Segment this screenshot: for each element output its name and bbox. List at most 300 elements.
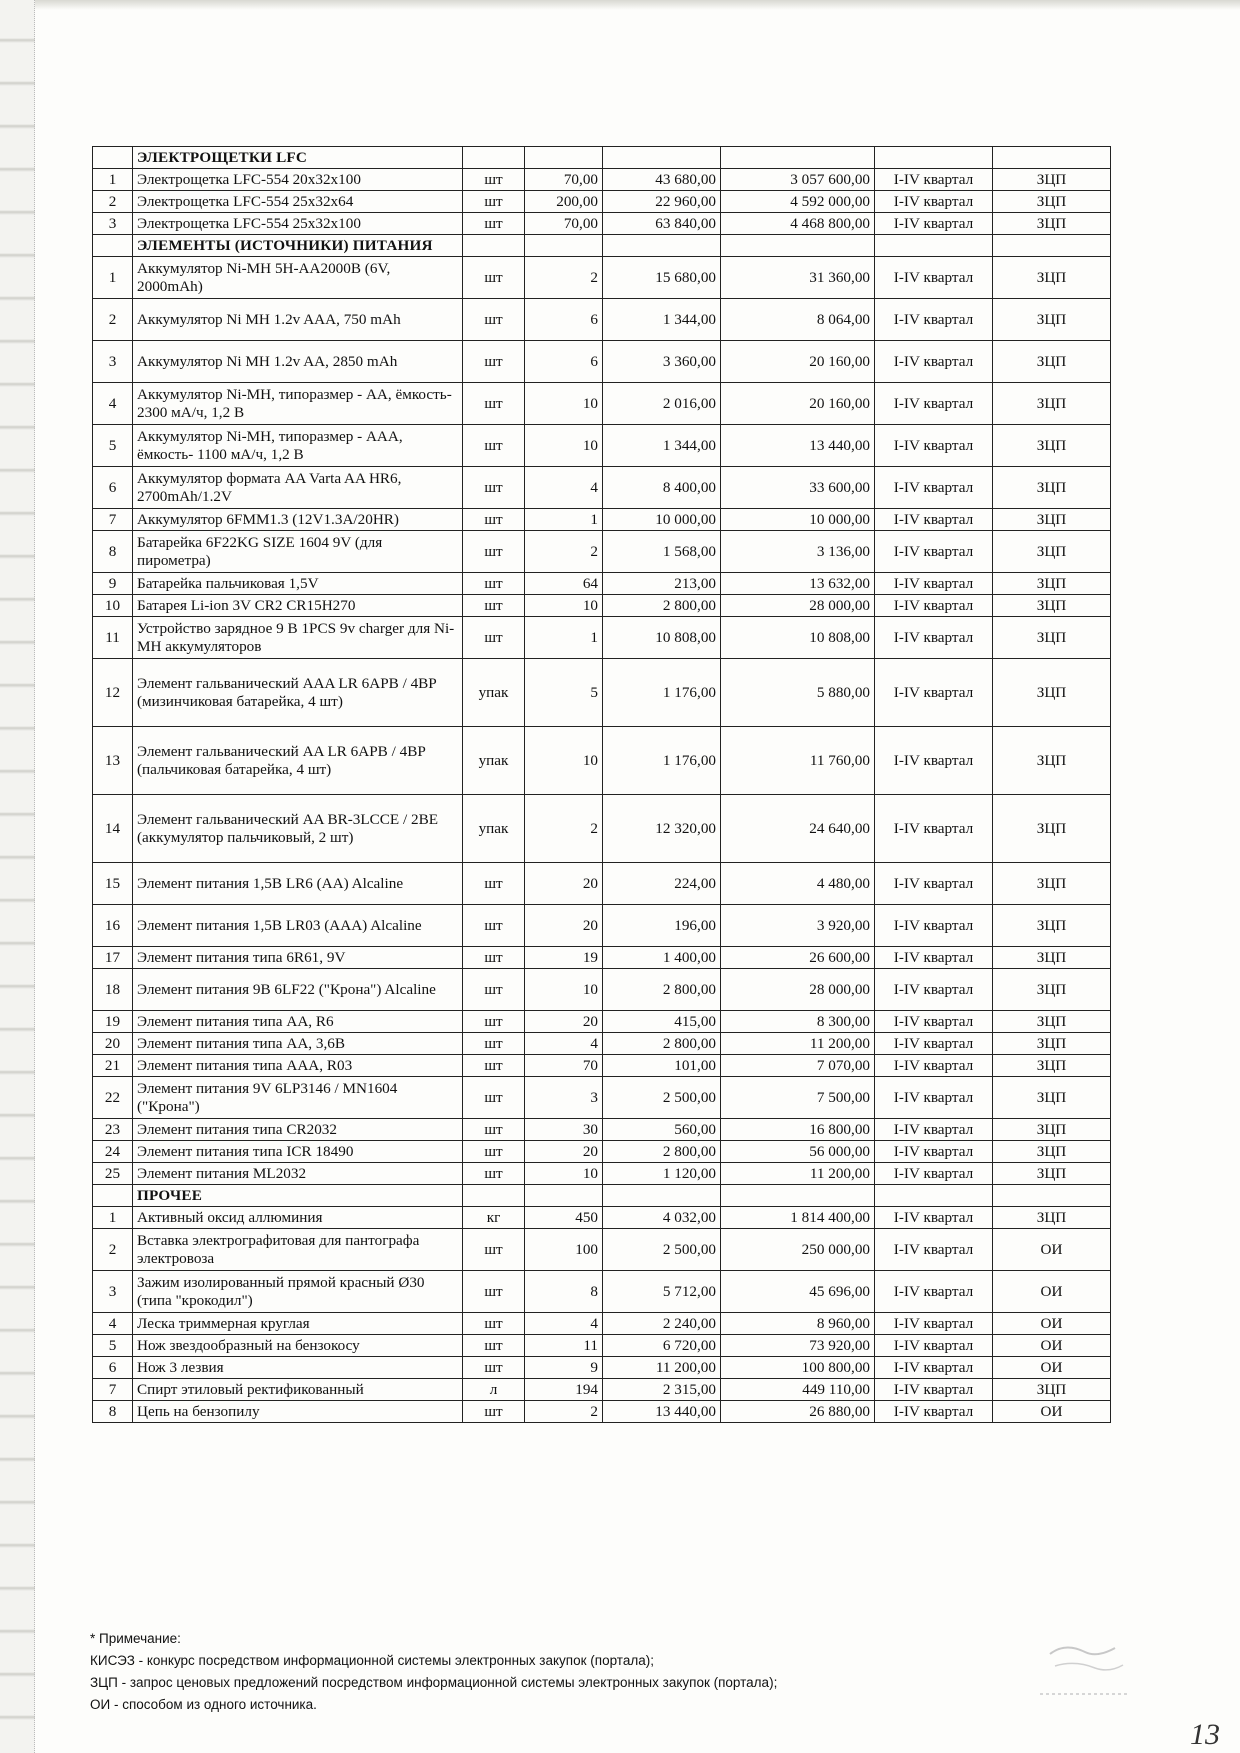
section-empty-cell bbox=[721, 1185, 875, 1207]
table-row bbox=[93, 659, 1111, 727]
quantity: 450 bbox=[525, 1207, 603, 1229]
procurement-method: ЗЦП bbox=[993, 863, 1111, 905]
footnote-line-oi: ОИ - способом из одного источника. bbox=[90, 1697, 317, 1712]
item-name: Спирт этиловый ректификованный bbox=[133, 1379, 463, 1401]
row-number: 3 bbox=[93, 1271, 133, 1313]
delivery-period: I-IV квартал bbox=[875, 1033, 993, 1055]
delivery-period: I-IV квартал bbox=[875, 595, 993, 617]
quantity: 10 bbox=[525, 1163, 603, 1185]
footnote-line-kisez: КИСЭЗ - конкурс посредством информационной системы электронных закупок (портала); bbox=[90, 1653, 654, 1668]
procurement-method: ЗЦП bbox=[993, 467, 1111, 509]
delivery-period: I-IV квартал bbox=[875, 1271, 993, 1313]
section-empty-cell bbox=[993, 1185, 1111, 1207]
unit: шт bbox=[463, 863, 525, 905]
unit: шт bbox=[463, 425, 525, 467]
delivery-period: I-IV квартал bbox=[875, 863, 993, 905]
procurement-method: ЗЦП bbox=[993, 659, 1111, 727]
unit-price: 2 240,00 bbox=[603, 1313, 721, 1335]
delivery-period: I-IV квартал bbox=[875, 1401, 993, 1423]
item-name: Батарея Li-ion 3V CR2 CR15H270 bbox=[133, 595, 463, 617]
unit-price: 43 680,00 bbox=[603, 169, 721, 191]
quantity: 70 bbox=[525, 1055, 603, 1077]
procurement-method: ОИ bbox=[993, 1335, 1111, 1357]
table-row bbox=[93, 573, 1111, 595]
unit-price: 2 500,00 bbox=[603, 1077, 721, 1119]
item-name: Элемент питания типа AA, 3,6В bbox=[133, 1033, 463, 1055]
procurement-method: ЗЦП bbox=[993, 617, 1111, 659]
total-sum: 20 160,00 bbox=[721, 383, 875, 425]
item-name: Электрощетка LFC-554 25x32x100 bbox=[133, 213, 463, 235]
table-row bbox=[93, 467, 1111, 509]
section-empty-cell bbox=[603, 147, 721, 169]
row-number: 11 bbox=[93, 617, 133, 659]
delivery-period: I-IV квартал bbox=[875, 617, 993, 659]
quantity: 4 bbox=[525, 467, 603, 509]
unit-price: 2 800,00 bbox=[603, 1141, 721, 1163]
quantity: 4 bbox=[525, 1313, 603, 1335]
table-row bbox=[93, 425, 1111, 467]
table-row bbox=[93, 947, 1111, 969]
quantity: 10 bbox=[525, 595, 603, 617]
procurement-method: ЗЦП bbox=[993, 595, 1111, 617]
procurement-method: ЗЦП bbox=[993, 213, 1111, 235]
unit-price: 12 320,00 bbox=[603, 795, 721, 863]
total-sum: 16 800,00 bbox=[721, 1119, 875, 1141]
row-number: 25 bbox=[93, 1163, 133, 1185]
unit: шт bbox=[463, 1077, 525, 1119]
total-sum: 28 000,00 bbox=[721, 595, 875, 617]
unit: шт bbox=[463, 1229, 525, 1271]
section-title: ПРОЧЕЕ bbox=[133, 1185, 463, 1207]
delivery-period: I-IV квартал bbox=[875, 341, 993, 383]
table-row bbox=[93, 531, 1111, 573]
delivery-period: I-IV квартал bbox=[875, 1229, 993, 1271]
section-empty-cell bbox=[463, 235, 525, 257]
unit-price: 13 440,00 bbox=[603, 1401, 721, 1423]
procurement-method: ЗЦП bbox=[993, 905, 1111, 947]
section-number-cell bbox=[93, 147, 133, 169]
delivery-period: I-IV квартал bbox=[875, 299, 993, 341]
table-row bbox=[93, 727, 1111, 795]
item-name: Зажим изолированный прямой красный Ø30 (типа "крокодил") bbox=[133, 1271, 463, 1313]
quantity: 2 bbox=[525, 531, 603, 573]
table-row bbox=[93, 169, 1111, 191]
item-name: Нож 3 лезвия bbox=[133, 1357, 463, 1379]
procurement-method: ЗЦП bbox=[993, 509, 1111, 531]
quantity: 20 bbox=[525, 1141, 603, 1163]
item-name: Батарейка пальчиковая 1,5V bbox=[133, 573, 463, 595]
unit-price: 10 808,00 bbox=[603, 617, 721, 659]
quantity: 30 bbox=[525, 1119, 603, 1141]
unit-price: 11 200,00 bbox=[603, 1357, 721, 1379]
procurement-table bbox=[92, 146, 1111, 1423]
row-number: 2 bbox=[93, 1229, 133, 1271]
faint-stamp bbox=[1030, 1636, 1140, 1706]
quantity: 20 bbox=[525, 905, 603, 947]
total-sum: 8 300,00 bbox=[721, 1011, 875, 1033]
table-row bbox=[93, 341, 1111, 383]
unit: шт bbox=[463, 1313, 525, 1335]
table-row bbox=[93, 191, 1111, 213]
total-sum: 20 160,00 bbox=[721, 341, 875, 383]
item-name: Нож звездообразный на бензокосу bbox=[133, 1335, 463, 1357]
delivery-period: I-IV квартал bbox=[875, 947, 993, 969]
procurement-method: ЗЦП bbox=[993, 1119, 1111, 1141]
unit-price: 2 016,00 bbox=[603, 383, 721, 425]
unit-price: 63 840,00 bbox=[603, 213, 721, 235]
total-sum: 10 000,00 bbox=[721, 509, 875, 531]
section-title: ЭЛЕКТРОЩЕТКИ LFC bbox=[133, 147, 463, 169]
unit: упак bbox=[463, 795, 525, 863]
procurement-method: ЗЦП bbox=[993, 947, 1111, 969]
procurement-method: ОИ bbox=[993, 1313, 1111, 1335]
quantity: 200,00 bbox=[525, 191, 603, 213]
delivery-period: I-IV квартал bbox=[875, 169, 993, 191]
unit: шт bbox=[463, 1401, 525, 1423]
row-number: 6 bbox=[93, 467, 133, 509]
unit-price: 1 120,00 bbox=[603, 1163, 721, 1185]
delivery-period: I-IV квартал bbox=[875, 257, 993, 299]
total-sum: 13 632,00 bbox=[721, 573, 875, 595]
row-number: 5 bbox=[93, 1335, 133, 1357]
item-name: Элемент питания типа ICR 18490 bbox=[133, 1141, 463, 1163]
item-name: Элемент питания типа 6R61, 9V bbox=[133, 947, 463, 969]
total-sum: 28 000,00 bbox=[721, 969, 875, 1011]
item-name: Аккумулятор Ni MH 1.2v AA, 2850 mAh bbox=[133, 341, 463, 383]
row-number: 2 bbox=[93, 191, 133, 213]
delivery-period: I-IV квартал bbox=[875, 531, 993, 573]
total-sum: 33 600,00 bbox=[721, 467, 875, 509]
table-row bbox=[93, 509, 1111, 531]
procurement-method: ЗЦП bbox=[993, 1379, 1111, 1401]
total-sum: 8 064,00 bbox=[721, 299, 875, 341]
quantity: 70,00 bbox=[525, 213, 603, 235]
quantity: 6 bbox=[525, 341, 603, 383]
table-row bbox=[93, 1313, 1111, 1335]
unit-price: 2 800,00 bbox=[603, 595, 721, 617]
section-header-row bbox=[93, 1185, 1111, 1207]
procurement-method: ЗЦП bbox=[993, 169, 1111, 191]
quantity: 3 bbox=[525, 1077, 603, 1119]
scan-top-edge bbox=[0, 0, 1240, 10]
item-name: Элемент гальванический AA LR 6APB / 4BP (пальчиковая батарейка, 4 шт) bbox=[133, 727, 463, 795]
item-name: Электрощетка LFC-554 25x32x64 bbox=[133, 191, 463, 213]
unit-price: 196,00 bbox=[603, 905, 721, 947]
item-name: Элемент питания ML2032 bbox=[133, 1163, 463, 1185]
row-number: 13 bbox=[93, 727, 133, 795]
total-sum: 250 000,00 bbox=[721, 1229, 875, 1271]
delivery-period: I-IV квартал bbox=[875, 1077, 993, 1119]
row-number: 4 bbox=[93, 1313, 133, 1335]
quantity: 11 bbox=[525, 1335, 603, 1357]
unit: шт bbox=[463, 1335, 525, 1357]
total-sum: 73 920,00 bbox=[721, 1335, 875, 1357]
procurement-method: ЗЦП bbox=[993, 191, 1111, 213]
table-row bbox=[93, 1141, 1111, 1163]
section-empty-cell bbox=[993, 147, 1111, 169]
row-number: 7 bbox=[93, 1379, 133, 1401]
row-number: 20 bbox=[93, 1033, 133, 1055]
row-number: 5 bbox=[93, 425, 133, 467]
quantity: 19 bbox=[525, 947, 603, 969]
unit: шт bbox=[463, 383, 525, 425]
spiral-binding bbox=[0, 0, 35, 1753]
delivery-period: I-IV квартал bbox=[875, 509, 993, 531]
row-number: 21 bbox=[93, 1055, 133, 1077]
procurement-method: ЗЦП bbox=[993, 257, 1111, 299]
table-row bbox=[93, 1335, 1111, 1357]
unit: шт bbox=[463, 299, 525, 341]
item-name: Элемент питания типа AAA, R03 bbox=[133, 1055, 463, 1077]
total-sum: 3 136,00 bbox=[721, 531, 875, 573]
delivery-period: I-IV квартал bbox=[875, 1207, 993, 1229]
table-row bbox=[93, 257, 1111, 299]
section-empty-cell bbox=[721, 235, 875, 257]
delivery-period: I-IV квартал bbox=[875, 727, 993, 795]
table-row bbox=[93, 863, 1111, 905]
unit: шт bbox=[463, 213, 525, 235]
table-row bbox=[93, 795, 1111, 863]
row-number: 19 bbox=[93, 1011, 133, 1033]
item-name: Аккумулятор формата AA Varta AA HR6, 2700mAh/1.2V bbox=[133, 467, 463, 509]
delivery-period: I-IV квартал bbox=[875, 1335, 993, 1357]
total-sum: 10 808,00 bbox=[721, 617, 875, 659]
table-row bbox=[93, 213, 1111, 235]
unit-price: 3 360,00 bbox=[603, 341, 721, 383]
row-number: 24 bbox=[93, 1141, 133, 1163]
section-empty-cell bbox=[463, 147, 525, 169]
row-number: 3 bbox=[93, 213, 133, 235]
section-empty-cell bbox=[525, 1185, 603, 1207]
section-empty-cell bbox=[603, 235, 721, 257]
section-empty-cell bbox=[463, 1185, 525, 1207]
unit: шт bbox=[463, 257, 525, 299]
total-sum: 3 920,00 bbox=[721, 905, 875, 947]
row-number: 4 bbox=[93, 383, 133, 425]
unit-price: 560,00 bbox=[603, 1119, 721, 1141]
unit-price: 1 344,00 bbox=[603, 425, 721, 467]
section-title: ЭЛЕМЕНТЫ (ИСТОЧНИКИ) ПИТАНИЯ bbox=[133, 235, 463, 257]
procurement-method: ЗЦП bbox=[993, 727, 1111, 795]
unit: л bbox=[463, 1379, 525, 1401]
quantity: 64 bbox=[525, 573, 603, 595]
section-header-row bbox=[93, 235, 1111, 257]
procurement-method: ЗЦП bbox=[993, 795, 1111, 863]
procurement-method: ЗЦП bbox=[993, 573, 1111, 595]
section-empty-cell bbox=[525, 235, 603, 257]
procurement-method: ЗЦП bbox=[993, 383, 1111, 425]
table-row bbox=[93, 1379, 1111, 1401]
delivery-period: I-IV квартал bbox=[875, 1011, 993, 1033]
footnote bbox=[90, 1628, 777, 1716]
table-row bbox=[93, 595, 1111, 617]
unit: шт bbox=[463, 169, 525, 191]
total-sum: 11 760,00 bbox=[721, 727, 875, 795]
table-row bbox=[93, 383, 1111, 425]
quantity: 70,00 bbox=[525, 169, 603, 191]
delivery-period: I-IV квартал bbox=[875, 573, 993, 595]
unit-price: 224,00 bbox=[603, 863, 721, 905]
delivery-period: I-IV квартал bbox=[875, 1357, 993, 1379]
unit: шт bbox=[463, 1033, 525, 1055]
row-number: 22 bbox=[93, 1077, 133, 1119]
section-empty-cell bbox=[875, 235, 993, 257]
quantity: 8 bbox=[525, 1271, 603, 1313]
table-row bbox=[93, 299, 1111, 341]
item-name: Цепь на бензопилу bbox=[133, 1401, 463, 1423]
total-sum: 8 960,00 bbox=[721, 1313, 875, 1335]
section-empty-cell bbox=[993, 235, 1111, 257]
total-sum: 13 440,00 bbox=[721, 425, 875, 467]
section-empty-cell bbox=[875, 1185, 993, 1207]
total-sum: 7 070,00 bbox=[721, 1055, 875, 1077]
delivery-period: I-IV квартал bbox=[875, 1379, 993, 1401]
unit: шт bbox=[463, 617, 525, 659]
delivery-period: I-IV квартал bbox=[875, 1163, 993, 1185]
delivery-period: I-IV квартал bbox=[875, 383, 993, 425]
item-name: Устройство зарядное 9 В 1PCS 9v charger для Ni-MH аккумуляторов bbox=[133, 617, 463, 659]
procurement-method: ОИ bbox=[993, 1229, 1111, 1271]
procurement-method: ЗЦП bbox=[993, 1033, 1111, 1055]
delivery-period: I-IV квартал bbox=[875, 213, 993, 235]
section-empty-cell bbox=[603, 1185, 721, 1207]
unit-price: 1 176,00 bbox=[603, 659, 721, 727]
unit: шт bbox=[463, 969, 525, 1011]
quantity: 10 bbox=[525, 727, 603, 795]
row-number: 18 bbox=[93, 969, 133, 1011]
procurement-method: ЗЦП bbox=[993, 1055, 1111, 1077]
row-number: 15 bbox=[93, 863, 133, 905]
item-name: Аккумулятор Ni-MH, типоразмер - AAA, ёмкость- 1100 мА/ч, 1,2 В bbox=[133, 425, 463, 467]
total-sum: 45 696,00 bbox=[721, 1271, 875, 1313]
procurement-method: ОИ bbox=[993, 1357, 1111, 1379]
unit-price: 2 315,00 bbox=[603, 1379, 721, 1401]
total-sum: 24 640,00 bbox=[721, 795, 875, 863]
unit: шт bbox=[463, 341, 525, 383]
row-number: 8 bbox=[93, 1401, 133, 1423]
row-number: 1 bbox=[93, 169, 133, 191]
delivery-period: I-IV квартал bbox=[875, 1141, 993, 1163]
quantity: 4 bbox=[525, 1033, 603, 1055]
section-header-row bbox=[93, 147, 1111, 169]
item-name: Элемент питания 1,5В LR6 (AA) Alcaline bbox=[133, 863, 463, 905]
unit-price: 1 400,00 bbox=[603, 947, 721, 969]
table-row bbox=[93, 1271, 1111, 1313]
unit: шт bbox=[463, 191, 525, 213]
table-row bbox=[93, 905, 1111, 947]
unit: шт bbox=[463, 1357, 525, 1379]
unit: шт bbox=[463, 573, 525, 595]
unit-price: 1 176,00 bbox=[603, 727, 721, 795]
procurement-method: ОИ bbox=[993, 1271, 1111, 1313]
unit: шт bbox=[463, 1271, 525, 1313]
total-sum: 26 600,00 bbox=[721, 947, 875, 969]
unit-price: 4 032,00 bbox=[603, 1207, 721, 1229]
unit: шт bbox=[463, 467, 525, 509]
total-sum: 31 360,00 bbox=[721, 257, 875, 299]
unit: кг bbox=[463, 1207, 525, 1229]
unit-price: 8 400,00 bbox=[603, 467, 721, 509]
table-row bbox=[93, 1163, 1111, 1185]
table-row bbox=[93, 1077, 1111, 1119]
unit: шт bbox=[463, 1119, 525, 1141]
total-sum: 26 880,00 bbox=[721, 1401, 875, 1423]
section-number-cell bbox=[93, 1185, 133, 1207]
row-number: 9 bbox=[93, 573, 133, 595]
delivery-period: I-IV квартал bbox=[875, 1119, 993, 1141]
unit-price: 10 000,00 bbox=[603, 509, 721, 531]
quantity: 100 bbox=[525, 1229, 603, 1271]
unit: упак bbox=[463, 659, 525, 727]
footnote-title: * Примечание: bbox=[90, 1631, 181, 1646]
delivery-period: I-IV квартал bbox=[875, 1055, 993, 1077]
row-number: 8 bbox=[93, 531, 133, 573]
total-sum: 5 880,00 bbox=[721, 659, 875, 727]
total-sum: 56 000,00 bbox=[721, 1141, 875, 1163]
item-name: Элемент питания 1,5В LR03 (AAA) Alcaline bbox=[133, 905, 463, 947]
delivery-period: I-IV квартал bbox=[875, 659, 993, 727]
page-number: 13 bbox=[1190, 1718, 1220, 1751]
quantity: 20 bbox=[525, 1011, 603, 1033]
delivery-period: I-IV квартал bbox=[875, 795, 993, 863]
quantity: 20 bbox=[525, 863, 603, 905]
table-row bbox=[93, 1357, 1111, 1379]
delivery-period: I-IV квартал bbox=[875, 467, 993, 509]
table-body bbox=[93, 147, 1111, 1423]
section-empty-cell bbox=[875, 147, 993, 169]
quantity: 10 bbox=[525, 383, 603, 425]
unit: шт bbox=[463, 1055, 525, 1077]
table-row bbox=[93, 1055, 1111, 1077]
delivery-period: I-IV квартал bbox=[875, 1313, 993, 1335]
unit-price: 1 568,00 bbox=[603, 531, 721, 573]
unit-price: 6 720,00 bbox=[603, 1335, 721, 1357]
unit-price: 15 680,00 bbox=[603, 257, 721, 299]
item-name: Батарейка 6F22KG SIZE 1604 9V (для пирометра) bbox=[133, 531, 463, 573]
unit: шт bbox=[463, 595, 525, 617]
row-number: 2 bbox=[93, 299, 133, 341]
unit: упак bbox=[463, 727, 525, 795]
total-sum: 1 814 400,00 bbox=[721, 1207, 875, 1229]
item-name: Аккумулятор Ni MH 1.2v AAA, 750 mAh bbox=[133, 299, 463, 341]
unit: шт bbox=[463, 1141, 525, 1163]
quantity: 2 bbox=[525, 1401, 603, 1423]
row-number: 17 bbox=[93, 947, 133, 969]
item-name: Элемент питания типа AA, R6 bbox=[133, 1011, 463, 1033]
quantity: 5 bbox=[525, 659, 603, 727]
total-sum: 449 110,00 bbox=[721, 1379, 875, 1401]
item-name: Элемент гальванический AAA LR 6APB / 4BP (мизинчиковая батарейка, 4 шт) bbox=[133, 659, 463, 727]
unit-price: 2 500,00 bbox=[603, 1229, 721, 1271]
table-row bbox=[93, 1119, 1111, 1141]
row-number: 16 bbox=[93, 905, 133, 947]
item-name: Аккумулятор Ni-MH, типоразмер - AA, ёмкость- 2300 мА/ч, 1,2 В bbox=[133, 383, 463, 425]
total-sum: 100 800,00 bbox=[721, 1357, 875, 1379]
quantity: 2 bbox=[525, 795, 603, 863]
unit: шт bbox=[463, 1163, 525, 1185]
total-sum: 4 468 800,00 bbox=[721, 213, 875, 235]
row-number: 14 bbox=[93, 795, 133, 863]
unit-price: 1 344,00 bbox=[603, 299, 721, 341]
total-sum: 4 480,00 bbox=[721, 863, 875, 905]
unit: шт bbox=[463, 531, 525, 573]
row-number: 6 bbox=[93, 1357, 133, 1379]
unit: шт bbox=[463, 947, 525, 969]
procurement-method: ЗЦП bbox=[993, 969, 1111, 1011]
delivery-period: I-IV квартал bbox=[875, 191, 993, 213]
unit-price: 2 800,00 bbox=[603, 1033, 721, 1055]
section-number-cell bbox=[93, 235, 133, 257]
